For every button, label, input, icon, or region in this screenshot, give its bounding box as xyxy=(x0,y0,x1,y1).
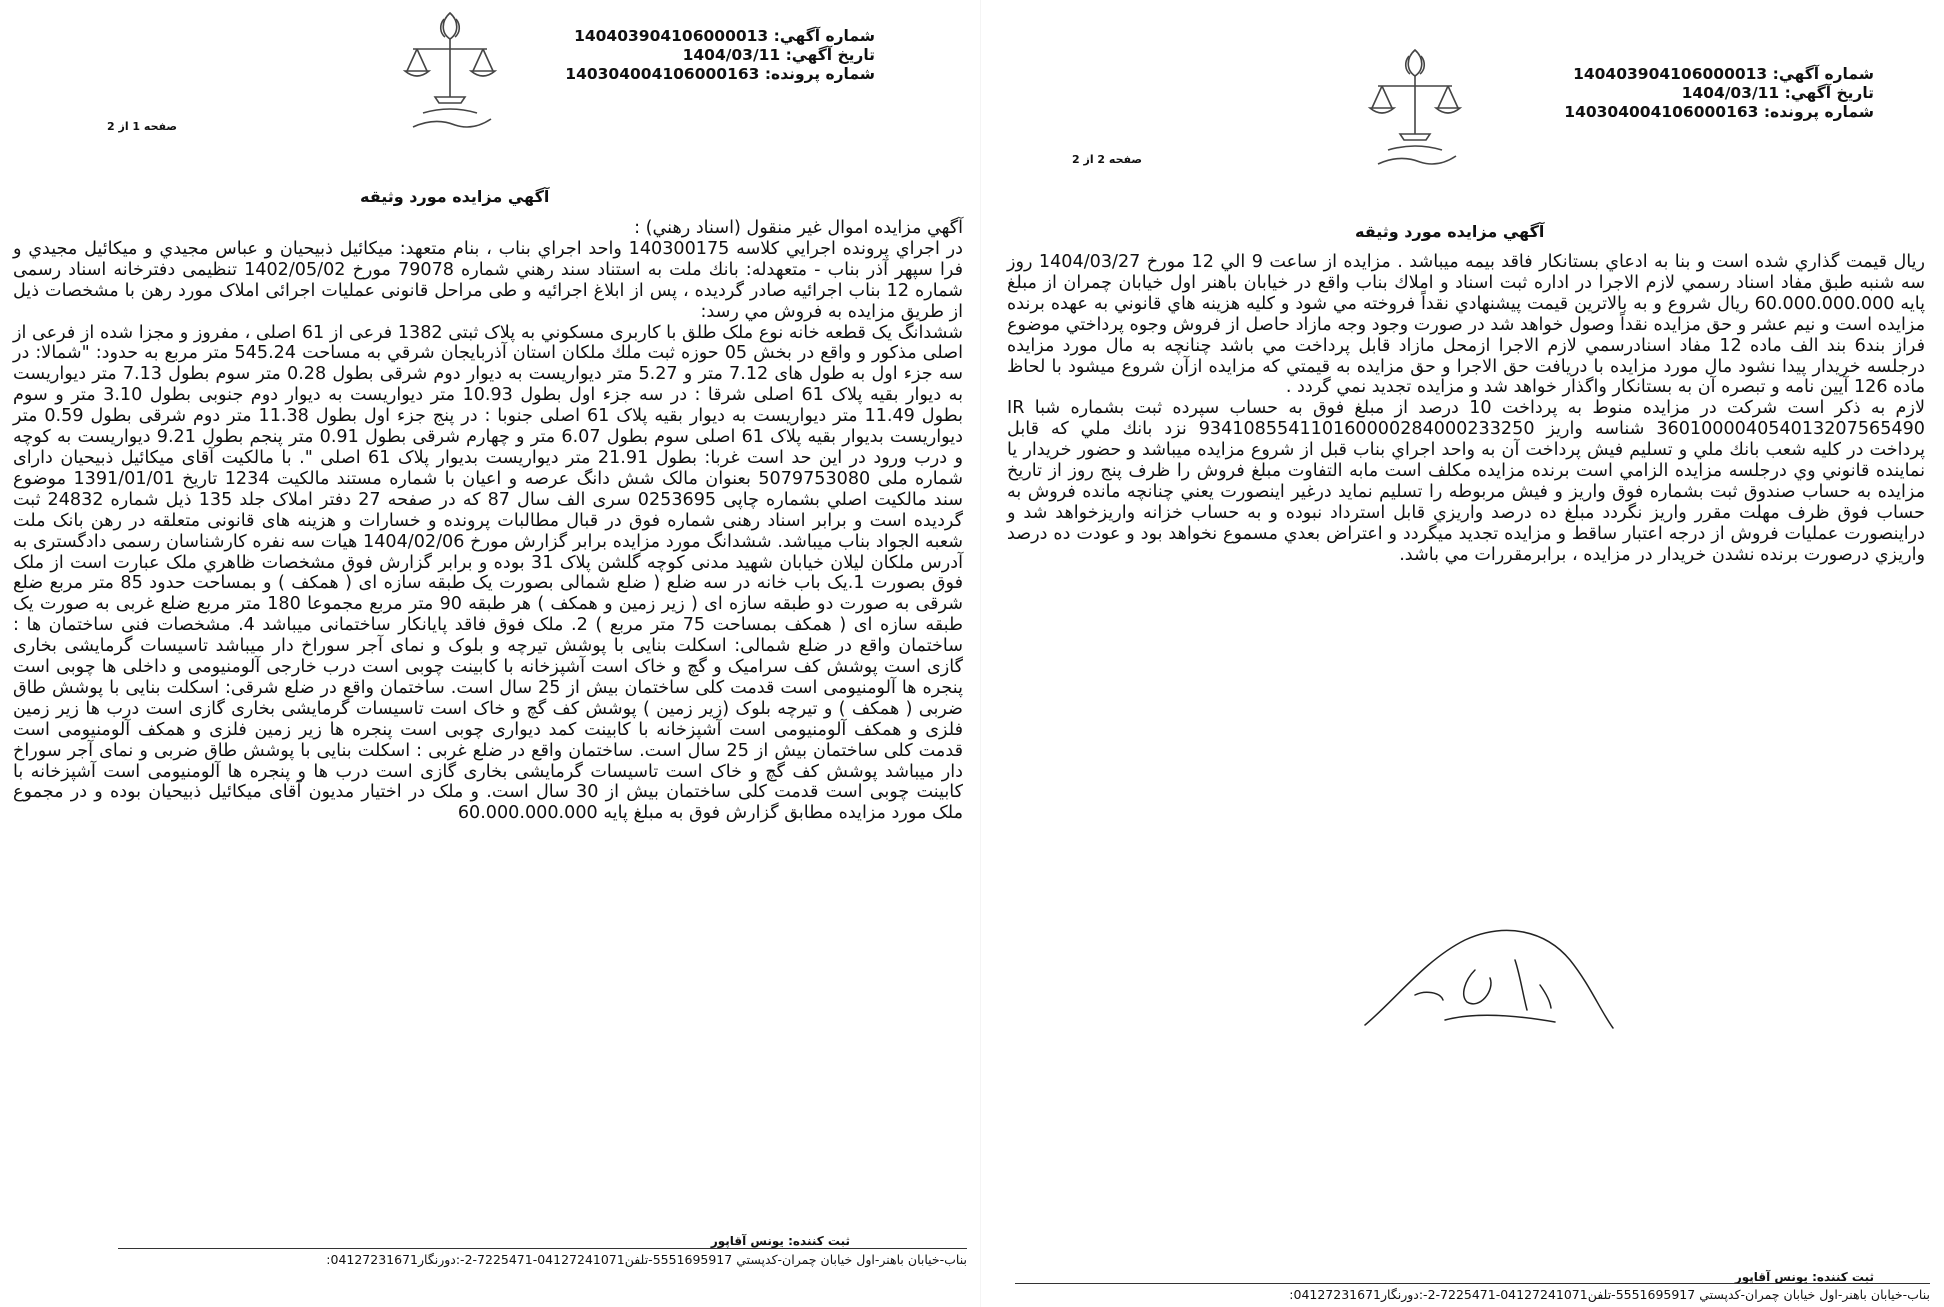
body-paragraph: ريال قيمت گذاري شده است و بنا به ادعاي بستانكار فاقد بيمه ميباشد . مزايده از ساعت 9 الي 12 مورخ 1404/03/27 روز سه شنبه طبق مفاد اسناد رسمي لازم الاجرا در اداره ثبت اسناد و املاك بناب واقع در خيابان باهنر اول خيابان چمران از مبلغ پايه 60.000.000.000 ريال شروع و به بالاترين قيمت پيشنهادي نقداً فروخته مي شود و كليه هزينه هاي قانوني به عهده برنده مزايده است و نيم عشر و حق مزايده نقداً وصول خواهد شد در صورت وجود وجه مازاد حاصل از فروش وجوه پرداختي موضوع فراز بند6 بند الف ماده 12 مفاد اسنادرسمي لازم الاجرا ازمحل مازاد قابل پرداخت مي باشد چنانچه به مال مورد مزايده درجلسه خريدار پيدا نشود مال مورد مزايده با دريافت حق الاجرا و حق مزايده به قيمتي كه مزايده ازآن شروع ميشود با لحاظ ماده 126 آيين نامه و تبصره آن به بستانكار واگذار خواهد شد و مزايده تجديد نمي گردد . xyxy=(1007,252,1926,398)
page-divider xyxy=(980,0,981,1307)
announcement-body xyxy=(13,218,963,824)
page-title: آگهي مزايده مورد وثيقه xyxy=(360,187,550,206)
handwritten-signature xyxy=(1355,900,1625,1050)
page-header xyxy=(0,0,980,150)
footer-address: بناب-خيابان باهنر-اول خيابان چمران-كدپستي 5551695917-تلفن04127241071-7225471-2-:دورنگار04127231671: xyxy=(1015,1283,1930,1302)
recorder-label: ثبت كننده: xyxy=(1812,1270,1874,1284)
ad-date-label: تاريخ آگهي: xyxy=(1784,84,1874,102)
announcement-body xyxy=(1007,252,1925,566)
body-paragraph: ششدانگ يک قطعه خانه نوع ملک طلق با کاربری مسکوني به پلاک ثبتی 1382 فرعی از 61 اصلی ، مفروز و مجزا شده از فرعی از اصلی مذکور و واقع در بخش 05 حوزه ثبت ملك ملكان استان آذربايجان شرقي به مساحت 545.24 متر مربع به حدود: "شمالا: در سه جزء اول به طول های 7.12 متر و 5.27 متر ديواريست به ديوار دوم شرقی بطول 0.28 متر سوم بطول 7.13 متر ديواريست به ديوار بقيه پلاک 61 اصلی شرقا : در سه جزء اول بطول 10.93 متر ديواريست به ديوار دوم جنوبی بطول 3.10 متر و سوم بطول 11.49 متر ديواريست به ديوار بقيه پلاک 61 اصلی جنوبا : در پنج جزء اول بطول 11.38 متر دوم شرقی بطول 0.59 متر ديواريست بديوار بقيه پلاک 61 اصلی سوم بطول 6.07 متر و چهارم شرقی بطول 0.91 متر پنجم بطول 9.21 ديواريست به کوچه و درب ورود در اين حد است غربا: بطول 21.91 متر ديواريست بديوار پلاک 61 اصلی ". با مالکيت آقای ميکائيل ذبيحيان دارای شماره ملی 5079753080 بعنوان مالک شش دانگ عرصه و اعيان با شماره مستند مالکيت 1234 تاريخ 1391/01/01 موضوع سند مالکيت اصلي بشماره چاپی 0253695 سری الف سال 87 که در صفحه 27 دفتر املاک جلد 135 ذيل شماره 24832 ثبت گرديده است و برابر اسناد رهنی شماره فوق در قبال مطالبات پرونده و خسارات و هزينه های قانونی متعلقه در رهن بانک ملت شعبه الجواد بناب ميباشد. ششدانگ مورد مزايده برابر گزارش مورخ 1404/02/06 هيات سه نفره کارشناسان رسمی دادگستری به آدرس ملکان ليلان خيابان شهيد مدنی کوچه گلشن پلاک 31 بوده و برابر گزارش فوق مشخصات ظاهري ملک عبارت است از ملک فوق بصورت 1.يک باب خانه در سه ضلع ( ضلع شمالی بصورت يک طبقه سازه ای ( همکف ) و بمساحت حدود 85 متر مربع ضلع شرقی به صورت دو طبقه سازه ای ( زير زمين و همکف ) هر طبقه 90 متر مربع مجموعا 180 متر مربع ضلع غربی به صورت يک طبقه سازه ای ( همکف بمساحت 75 متر مربع ) 2. ملک فوق فاقد پايانکار ساختمانی ميباشد 4. مشخصات فنی ساختمان ها : ساختمان واقع در ضلع شمالی: اسکلت بنايی با پوشش تيرچه و بلوک و نمای آجر سوراخ دار ميباشد تاسيسات گرمايشی بخاری گازی است پوشش کف سراميک و گچ و خاک است آشپزخانه با کابينت چوبی است درب خارجی آلومنيومی و داخلی ها چوبی است پنجره ها آلومنيومی است قدمت کلی ساختمان بيش از 25 سال است. ساختمان واقع در ضلع شرقی: اسکلت بنايی با پوشش طاق ضربی ( همکف ) و تيرچه بلوک (زير زمين ) پوشش کف گچ و خاک است تاسيسات گرمايشی بخاری گازی است درب ها زير زمين فلزی و همکف آلومنيومی است آشپزخانه با کابينت کمد ديواری چوبی است پنجره ها زير زمين فلزی و همکف آلومنيومی است قدمت کلی ساختمان بيش از 25 سال است. ساختمان واقع در ضلع غربی : اسکلت بنايی با پوشش طاق ضربی و نمای آجر سوراخ دار ميباشد پوشش کف گچ و خاک است تاسيسات گرمايشی بخاری گازی است درب ها و پنجره ها آلومنيومی است آشپزخانه با کابينت چوبی است قدمت کلی ساختمان بيش از 30 سال است. و ملک در اختيار مديون آقای ميکائيل ذبيحيان بوده و در مجموع ملک مورد مزايده مطابق گزارش فوق به مبلغ پايه 60.000.000.000 xyxy=(13,322,964,824)
page-header xyxy=(985,0,1944,166)
file-number-label: شماره پرونده: xyxy=(1763,103,1874,121)
page-number-label: صفحه 1 از 2 xyxy=(107,120,178,133)
ad-number-value: 140403904106000013 xyxy=(574,27,769,45)
footer-address: بناب-خيابان باهنر-اول خيابان چمران-كدپستي 5551695917-تلفن04127241071-7225471-2-:دورنگار04127231671: xyxy=(118,1248,967,1267)
recorder-name: يونس آقاپور xyxy=(1734,1270,1808,1284)
ad-date-label: تاريخ آگهي: xyxy=(785,46,875,64)
judiciary-scales-emblem-icon xyxy=(1360,42,1470,182)
ad-number-row xyxy=(565,27,875,46)
file-number-label: شماره پرونده: xyxy=(764,65,875,83)
body-paragraph: لازم به ذكر است شركت در مزايده منوط به پرداخت 10 درصد از مبلغ فوق به حساب سپرده ثبت بشماره شبا IR 360100004054013207565490 شناسه واريز 934108554110160000284000233250 نزد بانك ملي كه قابل پرداخت در كليه شعب بانك ملي و تسليم فيش پرداخت آن به واحد اجراي بناب قبل از شروع مزايده ميباشد و حضور خريدار يا نماينده قانوني وي درجلسه مزايده الزامي است برنده مزايده مكلف است مابه التفاوت مبلغ فروش را ظرف پنج روز از تاريخ مزايده به حساب صندوق ثبت بشماره فوق واريز و فيش مربوطه را تسليم نمايد درغير اينصورت يعني چنانچه مانده فروش به حساب فوق ظرف مهلت مقرر واريز نگردد مبلغ ده درصد واريزي قابل استرداد نبوده و به حساب خزانه واريزخواهد شد و دراينصورت عمليات فروش از درجه اعتبار ساقط و مزايده تجديد ميگردد و اعتراض بعدي مسموع نخواهد بود و عودت ده درصد واريزي درصورت برنده نشدن خريدار در مزايده ، برابرمقررات مي باشد. xyxy=(1007,398,1925,565)
recorder-label: ثبت كننده: xyxy=(788,1234,850,1248)
ad-date-row xyxy=(1564,84,1874,103)
recorder-line xyxy=(711,1234,850,1248)
ad-date-value: 1404/03/11 xyxy=(682,46,781,64)
body-heading: آگهي مزايده اموال غير منقول (اسناد رهني) : xyxy=(634,218,963,238)
ad-number-row xyxy=(1564,65,1874,84)
ad-date-row xyxy=(565,46,875,65)
ad-date-value: 1404/03/11 xyxy=(1681,84,1780,102)
recorder-line xyxy=(1735,1270,1874,1284)
page-number-label: صفحه 2 از 2 xyxy=(1072,153,1143,166)
page-title: آگهي مزايده مورد وثيقه xyxy=(1355,222,1545,241)
ad-meta xyxy=(565,27,875,84)
body-paragraph: در اجراي پرونده اجرايي كلاسه 140300175 واحد اجراي بناب ، بنام متعهد: ميكائيل ذبيحيان و عباس مجيدي و ميكائيل مجيدي و فرا سپهر آذر بناب - متعهدله: بانك ملت به استناد سند رهني شماره 79078 مورخ 1402/05/02 تنظيمی دفترخانه اسناد رسمی شماره 12 بناب اجرائيه صادر گرديده ، پس از ابلاغ اجرائيه و طی مراحل قانونی عمليات اجرائی املاک مورد رهن با مشخصات ذيل از طريق مزايده به فروش مي رسد: xyxy=(13,238,964,322)
ad-number-label: شماره آگهي: xyxy=(1772,65,1874,83)
file-number-value: 140304004106000163 xyxy=(1564,103,1759,121)
file-number-row xyxy=(565,65,875,84)
judiciary-scales-emblem-icon xyxy=(395,5,505,145)
file-number-value: 140304004106000163 xyxy=(565,65,760,83)
recorder-name: يونس آقاپور xyxy=(710,1234,784,1248)
ad-number-label: شماره آگهي: xyxy=(773,27,875,45)
file-number-row xyxy=(1564,103,1874,122)
ad-number-value: 140403904106000013 xyxy=(1573,65,1768,83)
page-2 xyxy=(985,0,1944,1307)
ad-meta xyxy=(1564,65,1874,122)
